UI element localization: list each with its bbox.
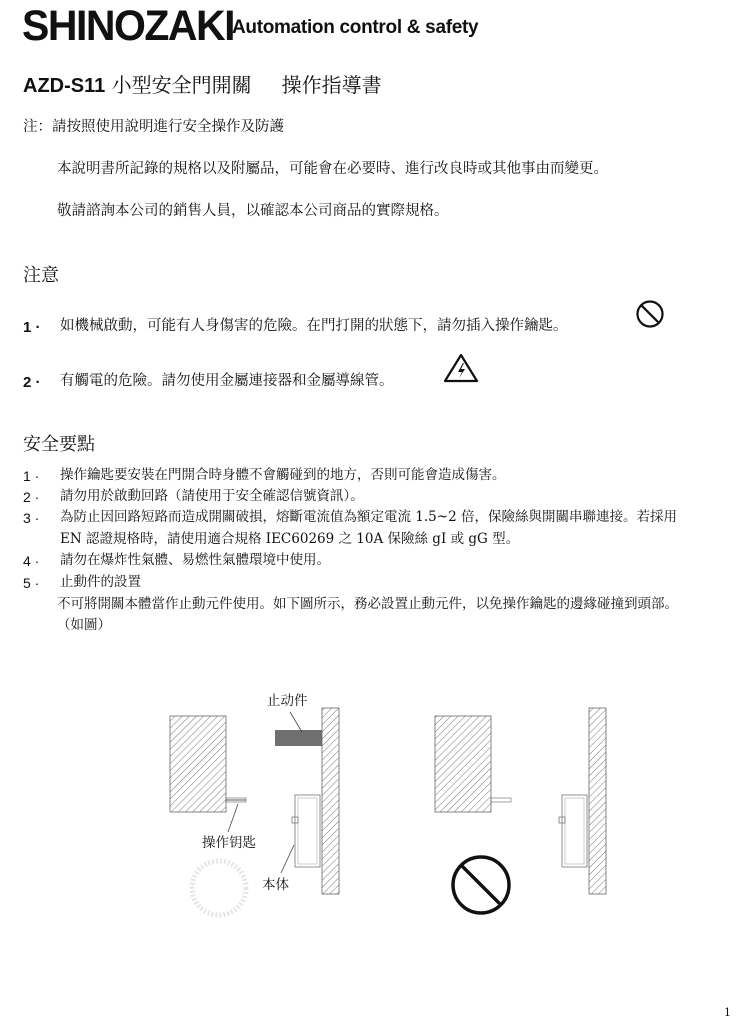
door-frame-right [435, 716, 491, 812]
safety-item-text-continued: EN 認證規格時，請使用適合規格 IEC60269 之 10A 保險絲 gI 或 gG 型。 [60, 531, 520, 547]
incorrect-installation-figure [435, 708, 606, 913]
intro-paragraph-2: 敬請諮詢本公司的銷售人員，以確認本公司商品的實際規格。 [57, 203, 449, 219]
brand-tagline: Automation control & safety [232, 17, 479, 38]
safety-item-text: 請勿在爆炸性氣體、易燃性氣體環境中使用。 [60, 552, 330, 568]
document-type: 操作指導書 [281, 73, 382, 97]
safety-item-text: 為防止因回路短路而造成開關破損，熔斷電流值為額定電流 1.5~2 倍，保險絲與開關串聯連接。若採用 [60, 509, 677, 525]
label-stopper: 止动件 [267, 693, 308, 709]
product-name: 小型安全門開關 [111, 73, 252, 97]
safety-heading: 安全要點 [23, 434, 95, 455]
caution-item-text: 有觸電的危險。請勿使用金屬連接器和金屬導線管。 [60, 373, 394, 389]
safety-item-text: 請勿用於啟動回路（請使用于安全確認信號資訊）。 [60, 488, 364, 504]
brand-logo: SHINOZAKI [22, 0, 234, 50]
label-switch-body: 本体 [262, 877, 289, 893]
model-number: AZD-S11 [23, 75, 106, 97]
caution-heading: 注意 [23, 265, 59, 286]
switch-body [295, 795, 320, 867]
safety-item-text-continued: （如圖） [57, 617, 111, 633]
safety-item-number: 5 · [23, 575, 40, 591]
safety-item-number: 4 · [23, 553, 40, 569]
operation-key-right [491, 798, 511, 802]
label-operation-key: 操作钥匙 [202, 835, 256, 851]
wall-left [322, 708, 339, 894]
safety-item-number: 1 · [23, 468, 40, 484]
body-leader [281, 845, 294, 873]
stopper-block [275, 730, 322, 746]
safety-item-text: 止動件的設置 [60, 574, 141, 590]
safety-item-number: 2 · [23, 489, 40, 505]
wall-right [589, 708, 606, 894]
intro-note: 注：請按照使用說明進行安全操作及防護 [23, 119, 284, 135]
correct-installation-figure [170, 708, 339, 915]
door-frame-left [170, 716, 226, 812]
safety-item-text-continued: 不可將開關本體當作止動元件使用。如下圖所示，務必設置止動元件，以免操作鑰匙的邊緣碰撞到頭部。 [57, 596, 678, 612]
stopper-leader [290, 712, 302, 732]
switch-body-right [562, 795, 587, 867]
caution-item-number: 1 · [23, 319, 41, 336]
safety-item-text: 操作鑰匙要安裝在門開合時身體不會觸碰到的地方，否則可能會造成傷害。 [60, 467, 506, 483]
key-leader [228, 804, 238, 832]
caution-item-text: 如機械啟動，可能有人身傷害的危險。在門打開的狀態下，請勿插入操作鑰匙。 [60, 318, 568, 334]
ok-mark-faint [192, 861, 246, 915]
caution-item-number: 2 · [23, 374, 41, 391]
intro-paragraph-1: 本說明書所記錄的規格以及附屬品，可能會在必要時、進行改良時或其他事由而變更。 [57, 161, 608, 177]
page-number: 1 [724, 1006, 731, 1019]
safety-item-number: 3 · [23, 510, 40, 526]
